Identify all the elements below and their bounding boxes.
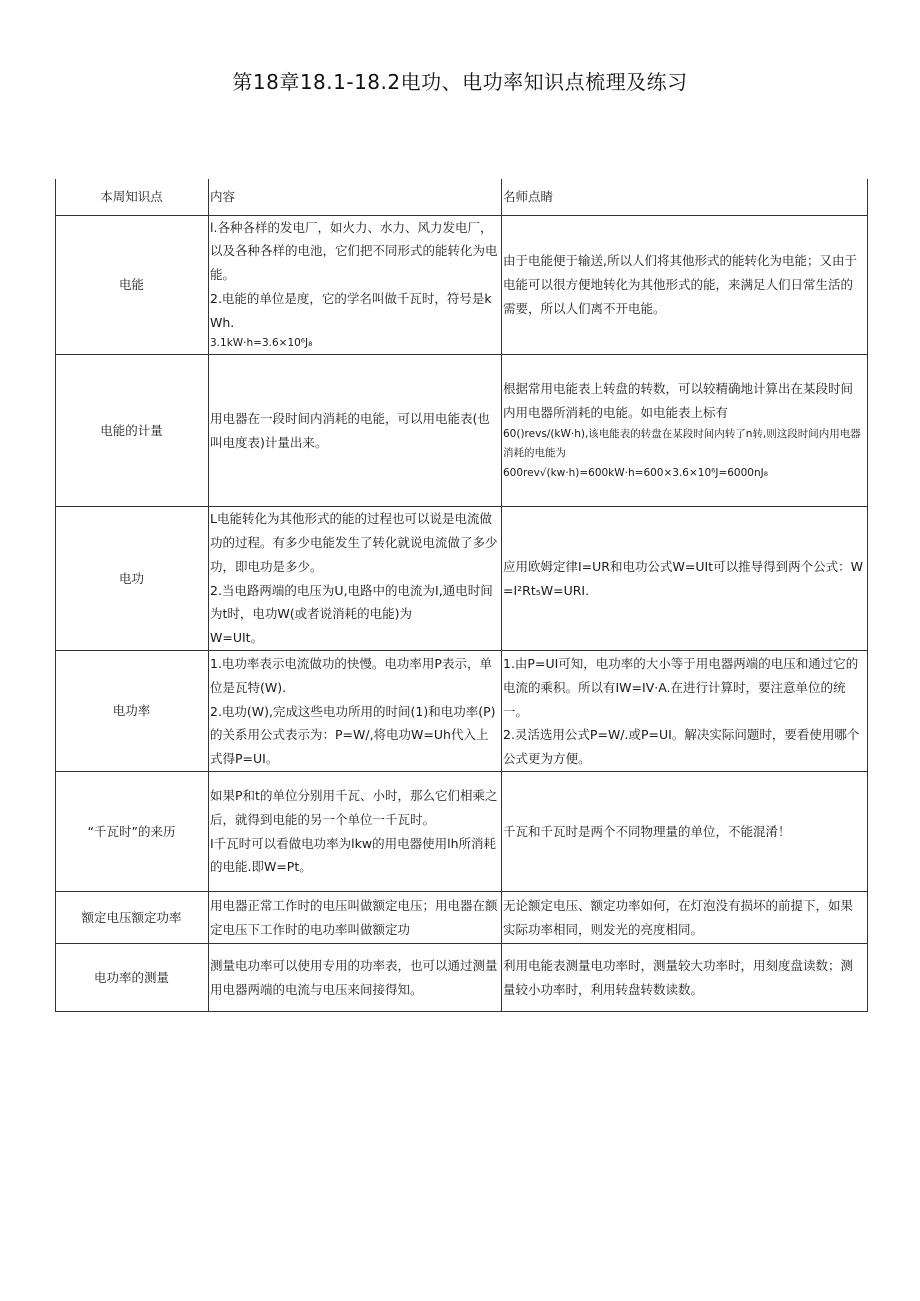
table-row bbox=[56, 215, 868, 355]
row-content bbox=[209, 651, 502, 772]
content-line: 2.电功(W),完成这些电功所用的时间(1)和电功率(P)的关系用公式表示为：P=W/,将电功W=Uh代入上式得P=UI。 bbox=[210, 703, 496, 767]
row-content bbox=[209, 944, 502, 1012]
tips-line: 由于电能便于输送,所以人们将其他形式的能转化为电能；又由于电能可以很方便地转化为其他形式的能，来满足人们日常生活的需要，所以人们离不开电能。 bbox=[503, 253, 857, 316]
table-row bbox=[56, 944, 868, 1012]
header-topic: 本周知识点 bbox=[56, 179, 209, 215]
content-line: 2.当电路两端的电压为U,电路中的电流为I,通电时间为t时，电功W(或者说消耗的电能)为 bbox=[210, 582, 493, 622]
row-tips bbox=[502, 651, 868, 772]
row-tips bbox=[502, 355, 868, 507]
content-line: 用电器正常工作时的电压叫做额定电压；用电器在额定电压下工作时的电功率叫做额定功 bbox=[210, 897, 498, 937]
content-line: l.各种各样的发电厂，如火力、水力、风力发电厂，以及各种各样的电池，它们把不同形式的能转化为电能。 bbox=[210, 219, 498, 282]
row-content bbox=[209, 507, 502, 651]
tips-line: 1.由P=UI可知，电功率的大小等于用电器两端的电压和通过它的电流的乘积。所以有IW=IV·A.在进行计算时，要注意单位的统一。 bbox=[503, 656, 859, 719]
row-topic: 电功率的测量 bbox=[56, 944, 209, 1012]
content-line: 3.1kW·h=3.6×10⁶J₈ bbox=[210, 337, 313, 350]
row-topic: 电功率 bbox=[56, 651, 209, 772]
content-line: W=UIt。 bbox=[210, 630, 264, 646]
row-topic: 电功 bbox=[56, 507, 209, 651]
tips-line: 60()revs∕(kW·h),该电能表的转盘在某段时间内转了n转,则这段时间内用电器消耗的电能为 bbox=[503, 427, 861, 460]
header-content: 内容 bbox=[209, 179, 502, 215]
tips-line: 根据常用电能表上转盘的转数，可以较精确地计算出在某段时间内用电器所消耗的电能。如电能表上标有 bbox=[503, 381, 854, 420]
content-line: 测量电功率可以使用专用的功率表，也可以通过测量用电器两端的电流与电压来间接得知。 bbox=[210, 957, 498, 997]
row-content bbox=[209, 892, 502, 944]
tips-line: 应用欧姆定律I=UR和电功公式W=UIt可以推导得到两个公式：W=I²Rt₅W=URI. bbox=[503, 558, 863, 598]
content-line: 2.电能的单位是度，它的学名叫做千瓦时，符号是kWh. bbox=[210, 290, 492, 330]
table-row bbox=[56, 651, 868, 772]
row-topic: 电能 bbox=[56, 215, 209, 355]
page-title: 第18章18.1-18.2电功、电功率知识点梳理及练习 bbox=[232, 70, 688, 94]
table-row bbox=[56, 892, 868, 944]
tips-line: 利用电能表测量电功率时，测量较大功率时，用刻度盘读数；测量较小功率时，利用转盘转数读数。 bbox=[503, 957, 854, 997]
table-row bbox=[56, 772, 868, 892]
table-row bbox=[56, 507, 868, 651]
tips-line: 无论额定电压、额定功率如何，在灯泡没有损坏的前提下，如果实际功率相同，则发光的亮度相同。 bbox=[503, 897, 854, 937]
row-tips bbox=[502, 892, 868, 944]
tips-line: 600rev√(kw·h)=600kW·h=600×3.6×10⁶J=6000nJ₈ bbox=[503, 467, 768, 480]
tips-line: 2.灵活选用公式P=W/.或P=UI。解决实际问题时，要看使用哪个公式更为方便。 bbox=[503, 727, 860, 767]
content-line: 如果P和t的单位分别用千瓦、小时，那么它们相乘之后，就得到电能的另一个单位一千瓦时。 bbox=[210, 788, 498, 827]
row-content bbox=[209, 772, 502, 892]
row-topic: “千瓦时”的来历 bbox=[56, 772, 209, 892]
row-content bbox=[209, 215, 502, 355]
row-topic: 额定电压额定功率 bbox=[56, 892, 209, 944]
knowledge-table bbox=[55, 179, 868, 1012]
content-line: L电能转化为其他形式的能的过程也可以说是电流做功的过程。有多少电能发生了转化就说电流做了多少功，即电功是多少。 bbox=[210, 511, 498, 574]
header-tips: 名师点睛 bbox=[502, 179, 868, 215]
table-row bbox=[56, 355, 868, 507]
row-content bbox=[209, 355, 502, 507]
table-header-row bbox=[56, 179, 868, 215]
row-tips bbox=[502, 507, 868, 651]
tips-line: 千瓦和千瓦时是两个不同物理量的单位，不能混淆！ bbox=[503, 823, 791, 839]
content-line: 用电器在一段时间内消耗的电能，可以用电能表(也叫电度表)计量出来。 bbox=[210, 410, 490, 450]
content-line: 1.电功率表示电流做功的快慢。电功率用P表示，单位是瓦特(W). bbox=[210, 656, 492, 695]
row-tips bbox=[502, 944, 868, 1012]
row-tips bbox=[502, 215, 868, 355]
row-tips bbox=[502, 772, 868, 892]
content-line: I千瓦时可以看做电功率为lkw的用电器使用lh所消耗的电能.即W=Pt。 bbox=[210, 835, 497, 875]
row-topic: 电能的计量 bbox=[56, 355, 209, 507]
